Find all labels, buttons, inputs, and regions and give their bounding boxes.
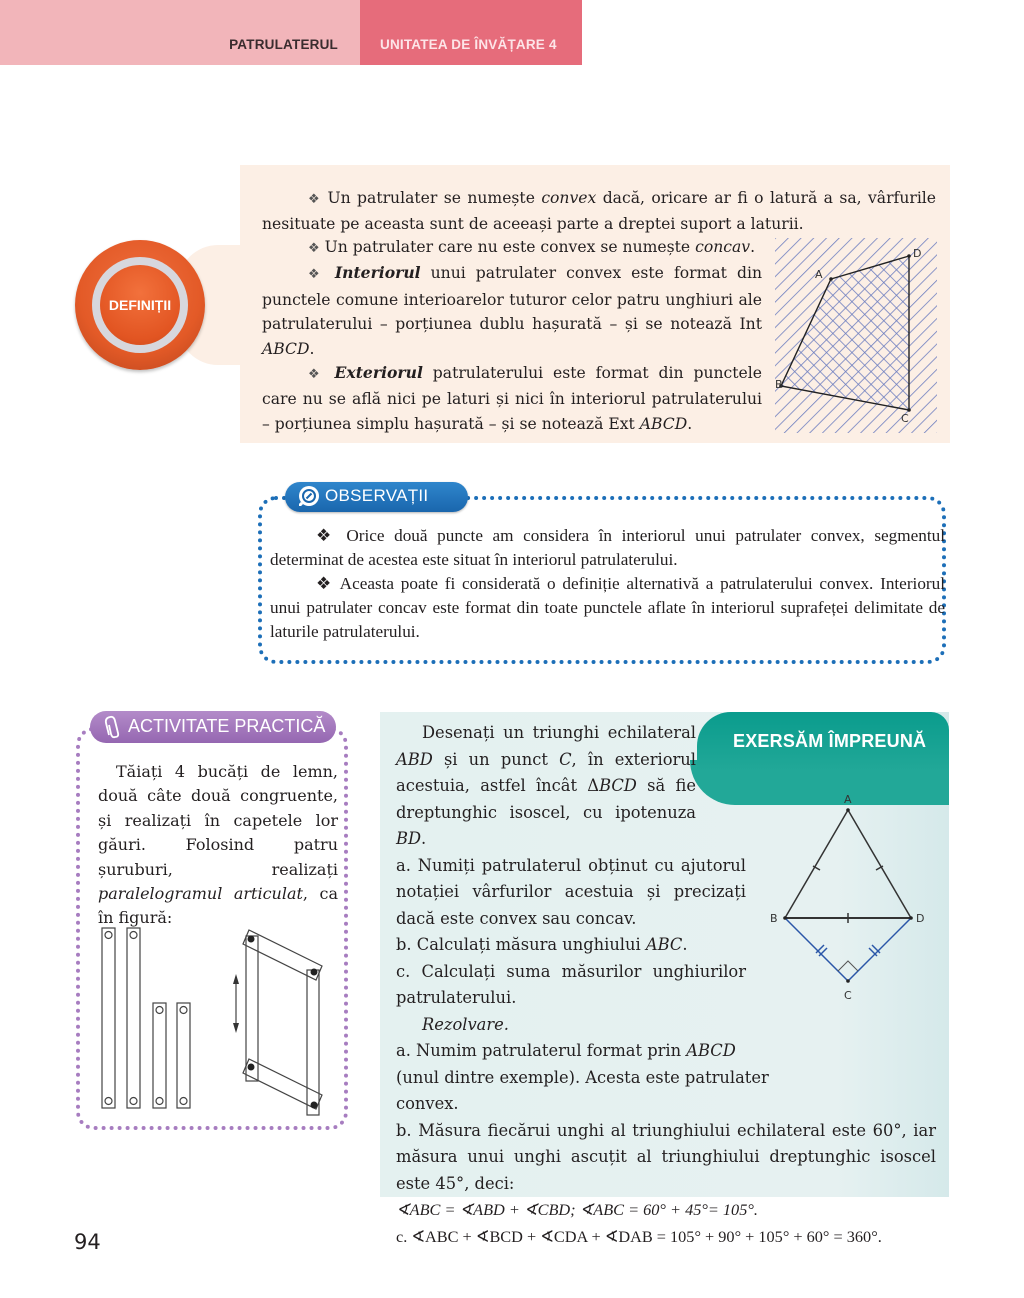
header-unit-band <box>360 0 582 65</box>
assembled-bar-top <box>243 930 322 980</box>
vertex-d <box>907 254 911 258</box>
definition-interior: ❖ Interiorul unui patrulater convex este format din punctele comune interioarelor tuturor celor patru unghiuri ale patrulaterului – porțiunea dublu hașurată – și se notează Int ABCD. <box>262 263 762 358</box>
triangle-abd-figure <box>766 788 936 1008</box>
observations-label: OBSERVAȚII <box>325 486 429 505</box>
label-d: D <box>916 912 925 925</box>
practical-activity-label: ACTIVITATE PRACTICĂ <box>128 716 326 736</box>
definition-exterior: ❖ Exteriorul patrulaterului este format din punctele care nu se află nici pe laturi și nici în interiorul patrulaterului – porțiunea simplu hașurată – și se notează Ext ABCD. <box>262 363 762 433</box>
definition-concav: ❖ Un patrulater care nu este convex se numește concav. <box>308 238 756 256</box>
short-bar <box>153 1003 166 1108</box>
question-a: a. Numiți patrulaterul obținut cu ajutorul notației vârfurilor acestuia și precizați dacă este convex sau concav. <box>396 855 746 928</box>
side-cd <box>848 918 911 981</box>
answer-c: c. ∢ABC + ∢BCD + ∢CDA + ∢DAB = 105° + 90° + 105° + 60° = 360°. <box>396 1226 882 1246</box>
practical-activity-badge <box>90 711 336 743</box>
label-c: C <box>901 412 909 425</box>
page-number: 94 <box>74 1230 101 1254</box>
assembled-bar-bottom <box>243 1059 322 1109</box>
articulated-parallelogram-figure <box>96 922 336 1118</box>
vertex-a <box>829 277 833 281</box>
chapter-title: PATRULATERUL <box>229 37 338 52</box>
answer-b: b. Măsura fiecărui unghi al triunghiului echilateral este 60°, iar măsura unui unghi ascuțit al triunghiului dreptunghic isoscel este 45°, deci: <box>396 1120 936 1193</box>
magnifier-icon <box>299 486 319 506</box>
label-a: A <box>844 793 852 806</box>
definitions-badge <box>75 240 205 370</box>
side-ab <box>785 810 848 918</box>
quadrilateral-hatch-figure <box>775 238 937 433</box>
observations-badge <box>285 482 468 512</box>
answer-b-formula: ∢ABC = ∢ABD + ∢CBD; ∢ABC = 60° + 45°= 105°. <box>396 1200 758 1219</box>
observation-item: ❖ Aceasta poate fi considerată o definiție alternativă a patrulaterului convex. Interiorul unui patrulater concav este format din toate punctele aflate în interiorul suprafeței delimitate de laturile patrulaterului. <box>270 574 945 641</box>
definition-convex: ❖ Un patrulater se numește convex dacă, oricare ar fi o latură a sa, vârfurile nesituate pe aceasta sunt de aceeași parte a dreptei suport a laturii. <box>262 189 937 234</box>
long-bar <box>102 928 115 1108</box>
observations-text <box>270 524 945 644</box>
side-ad <box>848 810 911 918</box>
label-b: B <box>775 378 783 391</box>
label-a: A <box>815 268 823 281</box>
unit-title: UNITATEA DE ÎNVĂȚARE 4 <box>380 37 557 52</box>
label-d: D <box>913 247 922 260</box>
paperclip-icon <box>102 715 122 739</box>
bullet-icon: ❖ <box>308 241 320 256</box>
solution-heading: Rezolvare. <box>422 1014 509 1034</box>
practical-activity-text: Tăiați 4 bucăți de lemn, două câte două congruente, și realizați în capetele lor găuri. Folosind patru șuruburi, realizați paralelogramul articulat, ca în figură: <box>98 762 339 928</box>
assembled-bar-left <box>246 936 258 1081</box>
right-angle-mark <box>838 961 858 971</box>
label-c: C <box>844 989 852 1002</box>
definition-list <box>262 235 762 436</box>
label-b: B <box>770 912 778 925</box>
bullet-icon: ❖ <box>308 267 325 283</box>
worked-example-label: EXERSĂM ÎMPREUNĂ <box>733 731 927 751</box>
answer-a: a. Numim patrulaterul format prin ABCD (unul dintre exemple). Acesta este patrulater convex. <box>396 1041 769 1113</box>
question-b: b. Calculați măsura unghiului ABC. <box>396 935 688 954</box>
question-c: c. Calculați suma măsurilor unghiurilor patrulaterului. <box>396 961 746 1007</box>
header-chapter-band <box>0 0 360 65</box>
side-bc <box>785 918 848 981</box>
definitions-label: DEFINIȚII <box>108 297 172 313</box>
short-bar <box>177 1003 190 1108</box>
bullet-icon: ❖ <box>308 192 322 207</box>
long-bar <box>127 928 140 1108</box>
observation-item: ❖ Orice două puncte am considera în interiorul unui patrulater convex, segmentul determinat de acestea este situat în interiorul patrulaterului. <box>270 526 945 569</box>
exercise-statement: Desenați un triunghi echilateral ABD și un punct C, în exteriorul acestuia, astfel încât ΔBCD să fie dreptunghic isoscel, cu ipotenuza BD. <box>396 723 697 848</box>
bullet-icon: ❖ <box>308 367 325 383</box>
